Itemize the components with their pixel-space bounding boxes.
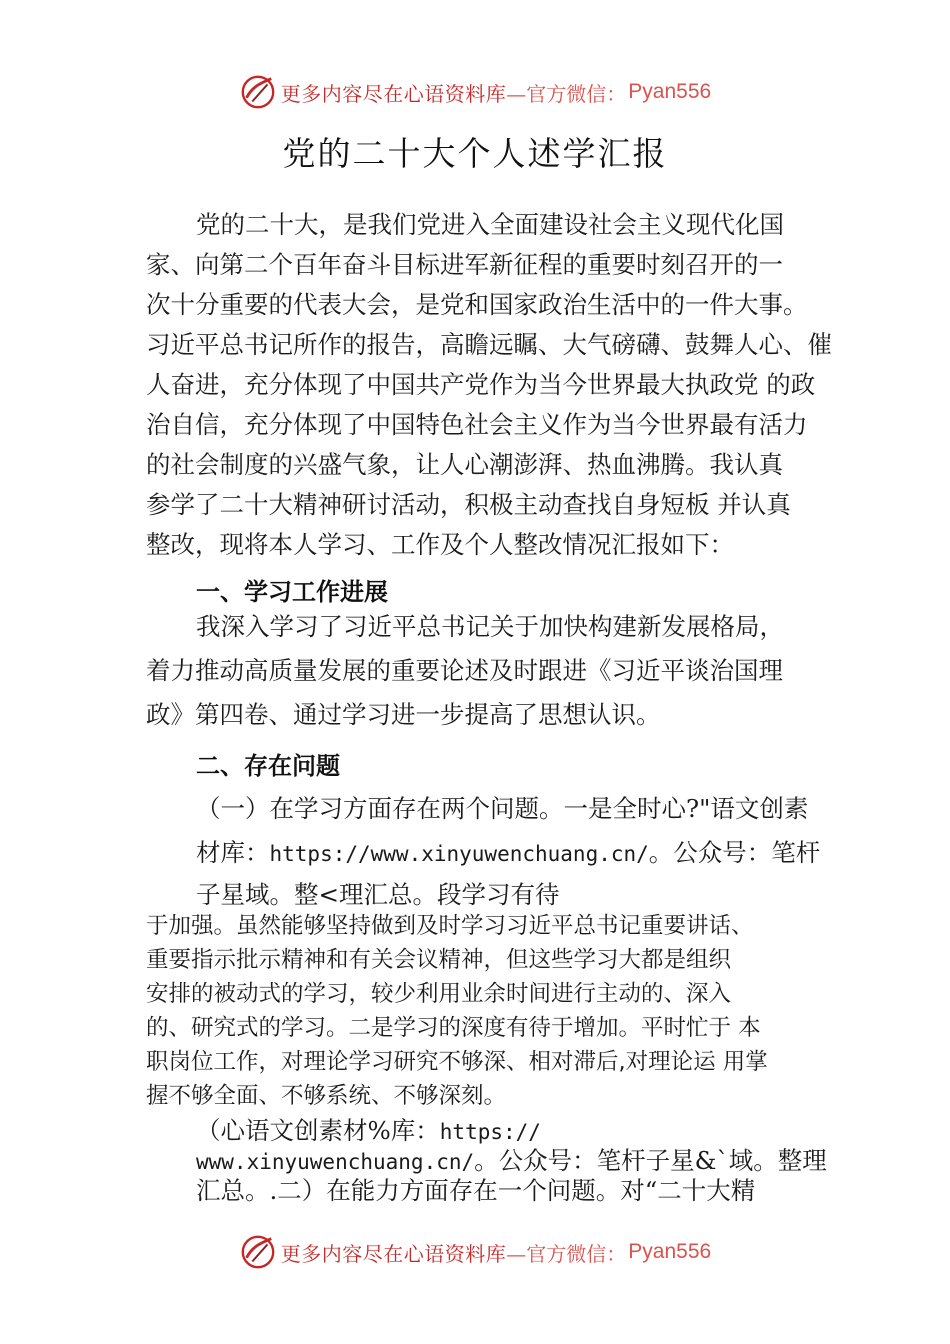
banner-wechat-id: Pyan556: [628, 80, 712, 103]
source-label: 材库：: [196, 838, 270, 867]
intro-line: 家、向第二个百年奋斗目标进军新征程的重要时刻召开的一: [146, 250, 783, 279]
intro-line: 的社会制度的兴盛气象，让人心潮澎湃、热血沸腾。我认真: [146, 450, 783, 479]
section2-line: （一）在学习方面存在两个问题。一是全时心?"语文创素: [196, 794, 809, 823]
source-url-link[interactable]: https://www.xinyuwenchuang.cn/: [269, 842, 649, 866]
banner-wechat-id: Pyan556: [628, 1240, 712, 1263]
intro-line: 治自信，充分体现了中国特色社会主义作为当今世界最有活力: [146, 410, 808, 439]
intro-line: 人奋进，充分体现了中国共产党作为当今世界最大执政党 的政: [146, 370, 816, 399]
source-suffix: 。公众号：笔杆子星&`域。整理: [474, 1146, 827, 1175]
intro-line: 党的二十大，是我们党进入全面建设社会主义现代化国: [196, 210, 784, 239]
section-heading-progress: 一、学习工作进展: [196, 578, 388, 606]
intro-line: 习近平总书记所作的报告，高瞻远瞩、大气磅礴、鼓舞人心、催: [146, 330, 832, 359]
source-label: （心语文创素材%库：: [196, 1116, 440, 1145]
section1-line: 我深入学习了习近平总书记关于加快构建新发展格局，: [196, 612, 784, 641]
brand-logo-icon: [239, 1233, 277, 1271]
intro-line: 参学了二十大精神研讨活动，积极主动查找自身短板 并认真: [146, 490, 791, 519]
section1-line: 着力推动高质量发展的重要论述及时跟进《习近平谈治国理: [146, 656, 783, 685]
section2-line: 汇总。.二）在能力方面存在一个问题。对“二十大精: [196, 1176, 756, 1205]
banner-sub-text: —官方微信：: [506, 81, 627, 106]
intro-line: 次十分重要的代表大会，是党和国家政治生活中的一件大事。: [146, 290, 808, 319]
source-url-link[interactable]: https://: [439, 1120, 541, 1144]
brand-logo-icon: [239, 73, 277, 111]
banner-sub-text: —官方微信：: [506, 1241, 627, 1266]
section2-body-line: 于加强。虽然能够坚持做到及时学习习近平总书记重要讲话、: [146, 913, 754, 939]
source-suffix: 。公众号：笔杆: [648, 838, 821, 867]
section2-body-line: 握不够全面、不够系统、不够深刻。: [146, 1083, 507, 1109]
banner-main-text: 更多内容尽在心语资料库: [280, 81, 507, 106]
banner-main-text: 更多内容尽在心语资料库: [280, 1241, 507, 1266]
bottom-banner: [0, 1232, 950, 1272]
section2-body-line: 的、研究式的学习。二是学习的深度有待于增加。平时忙于 本: [146, 1015, 761, 1041]
page-title: 党的二十大个人述学汇报: [282, 134, 668, 173]
section1-line: 政》第四卷、通过学习进一步提高了思想认识。: [146, 700, 661, 729]
section2-line: 子星域。整<理汇总。段学习有待: [196, 880, 560, 909]
source-url-link[interactable]: www.xinyuwenchuang.cn/: [196, 1150, 475, 1174]
section2-body-line: 职岗位工作，对理论学习研究不够深、相对滞后,对理论运 用掌: [146, 1049, 768, 1075]
section-heading-problems: 二、存在问题: [196, 752, 340, 780]
section2-body-line: 重要指示批示精神和有关会议精神，但这些学习大都是组织: [146, 947, 732, 973]
intro-line: 整改，现将本人学习、工作及个人整改情况汇报如下：: [146, 530, 734, 559]
top-banner: [0, 72, 950, 112]
section2-body-line: 安排的被动式的学习，较少利用业余时间进行主动的、深入: [146, 981, 732, 1007]
section2-line: [196, 834, 820, 869]
